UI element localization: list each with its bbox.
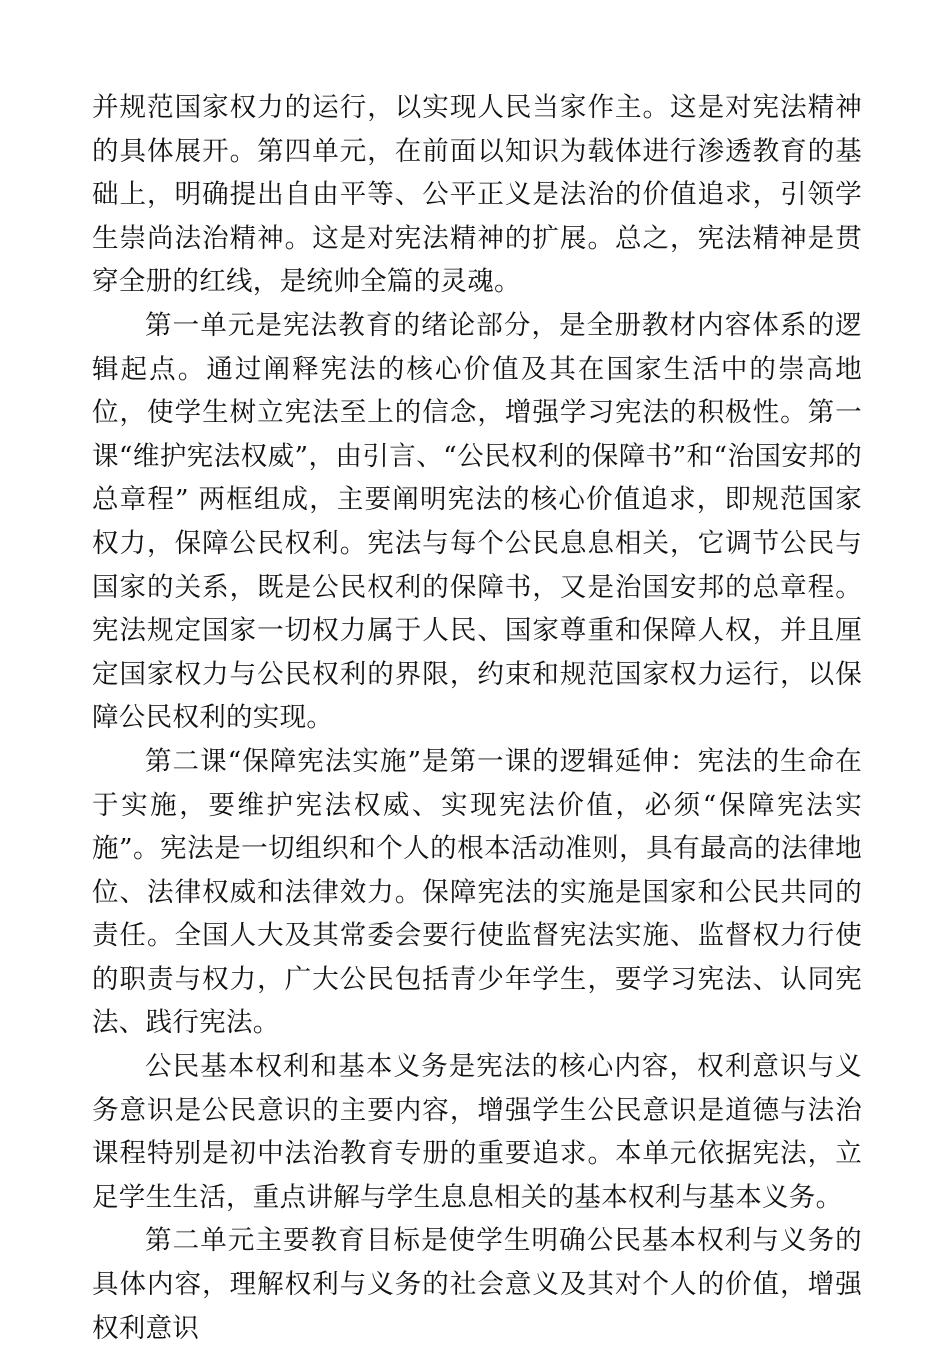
document-page [92, 86, 862, 1350]
paragraph-2: 第一单元是宪法教育的绪论部分，是全册教材内容体系的逻辑起点。通过阐释宪法的核心价值及其在国家生活中的崇高地位，使学生树立宪法至上的信念，增强学习宪法的积极性。第一课“维护宪法权威”，由引言、“公民权利的保障书”和“治国安邦的总章程” 两框组成，主要阐明宪法的核心价值追求，即规范国家权力，保障公民权利。宪法与每个公民息息相关，它调节公民与国家的关系，既是公民权利的保障书，又是治国安邦的总章程。宪法规定国家一切权力属于人民、国家尊重和保障人权，并且厘定国家权力与公民权利的界限，约束和规范国家权力运行，以保障公民权利的实现。 [92, 309, 862, 734]
paragraph-5: 第二单元主要教育目标是使学生明确公民基本权利与义务的具体内容，理解权利与义务的社会意义及其对个人的价值，增强权利意识 [92, 1225, 862, 1344]
paragraph-1: 并规范国家权力的运行，以实现人民当家作主。这是对宪法精神的具体展开。第四单元，在前面以知识为载体进行渗透教育的基础上，明确提出自由平等、公平正义是法治的价值追求，引领学生崇尚法治精神。这是对宪法精神的扩展。总之，宪法精神是贯穿全册的红线，是统帅全篇的灵魂。 [92, 92, 862, 298]
paragraph-4: 公民基本权利和基本义务是宪法的核心内容，权利意识与义务意识是公民意识的主要内容，增强学生公民意识是道德与法治课程特别是初中法治教育专册的重要追求。本单元依据宪法，立足学生生活，重点讲解与学生息息相关的基本权利与基本义务。 [92, 1051, 862, 1213]
paragraph-3: 第二课“保障宪法实施”是第一课的逻辑延伸：宪法的生命在于实施，要维护宪法权威、实现宪法价值，必须“保障宪法实施”。宪法是一切组织和个人的根本活动准则，具有最高的法律地位、法律权威和法律效力。保障宪法的实施是国家和公民共同的责任。全国人大及其常委会要行使监督宪法实施、监督权力行使的职责与权力，广大公民包括青少年学生，要学习宪法、认同宪法、践行宪法。 [92, 745, 862, 1039]
